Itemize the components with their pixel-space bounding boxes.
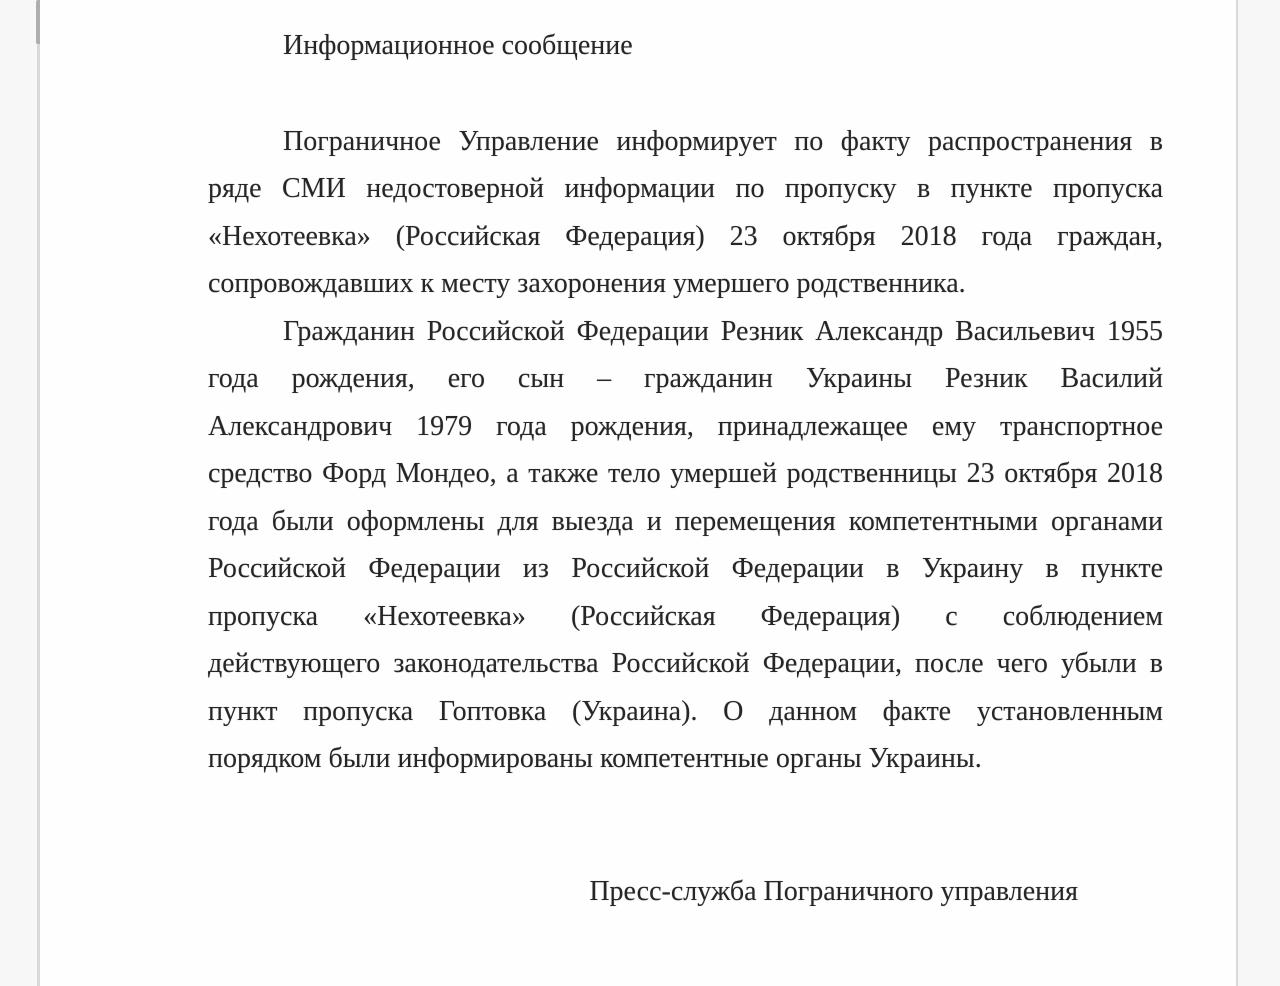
- right-gutter: [1235, 0, 1280, 986]
- text-line: Пограничное Управление информирует по факту распространения в: [283, 125, 1163, 157]
- text-line: года были оформлены для выезда и перемещения компетентными органами: [208, 505, 1163, 537]
- text-line: действующего законодательства Российской Федерации, после чего убыли в: [208, 648, 1163, 679]
- document-text-block: [40, 0, 1236, 915]
- text-line: ряде СМИ недостоверной информации по пропуску в пункте пропуска: [208, 173, 1163, 204]
- text-line: сопровождавших к месту захоронения умершего родственника.: [208, 268, 966, 299]
- text-line: Гражданин Российской Федерации Резник Александр Васильевич 1955: [283, 315, 1163, 347]
- text-line: Александрович 1979 года рождения, принадлежащее ему транспортное: [208, 410, 1163, 442]
- text-line: года рождения, его сын – гражданин Украины Резник Василий: [208, 363, 1163, 394]
- left-gutter: [0, 0, 40, 986]
- document-title: Информационное сообщение: [283, 30, 633, 61]
- press-service-signature: Пресс-служба Пограничного управления: [589, 875, 1078, 907]
- text-line: пропуска «Нехотеевка» (Российская Федерация) с соблюдением: [208, 600, 1163, 632]
- text-line: пункт пропуска Гоптовка (Украина). О данном факте установленным: [208, 695, 1163, 727]
- text-line: средство Форд Мондео, а также тело умершей родственницы 23 октября 2018: [208, 458, 1163, 489]
- paragraph-2: [208, 308, 1163, 783]
- text-line: «Нехотеевка» (Российская Федерация) 23 октября 2018 года граждан,: [208, 220, 1163, 252]
- paragraph-1: [208, 118, 1163, 308]
- document-page: [40, 0, 1236, 986]
- text-line: Российской Федерации из Российской Федерации в Украину в пункте: [208, 553, 1163, 584]
- text-line: порядком были информированы компетентные органы Украины.: [208, 743, 982, 774]
